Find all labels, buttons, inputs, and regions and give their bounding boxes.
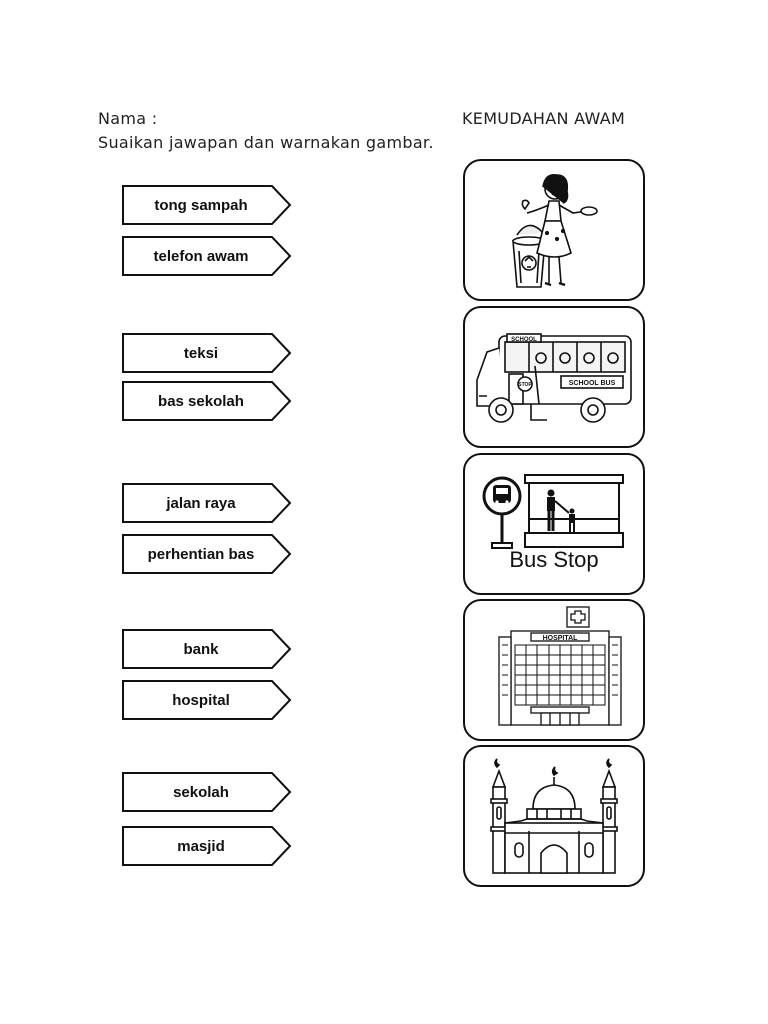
stop-sign-text: STOP — [518, 382, 532, 388]
picture-card-2 — [463, 306, 645, 448]
bus-stop-text: Bus Stop — [509, 547, 599, 572]
hospital-sign-text: HOSPITAL — [542, 635, 578, 642]
woman-trash-bin-icon — [465, 161, 643, 299]
answer-tag-label: tong sampah — [154, 196, 248, 214]
bus-front-text: SCHOOL — [511, 337, 537, 343]
answer-tag-label: jalan raya — [166, 494, 236, 512]
answer-tag-label: telefon awam — [153, 247, 249, 265]
answer-tag[interactable] — [122, 680, 294, 720]
picture-card-5 — [463, 745, 645, 887]
answer-tag-label: bank — [183, 640, 219, 658]
answer-tag-label: perhentian bas — [147, 545, 255, 563]
answer-tag-label: sekolah — [173, 783, 229, 801]
answer-tag[interactable] — [122, 483, 294, 523]
answer-tag[interactable] — [122, 236, 294, 276]
bus-side-text: SCHOOL BUS — [568, 380, 616, 387]
answer-tag[interactable] — [122, 772, 294, 812]
answer-tag[interactable] — [122, 629, 294, 669]
mosque-icon — [465, 747, 643, 885]
answer-tag-label: hospital — [172, 691, 230, 709]
answer-tag[interactable] — [122, 826, 294, 866]
school-bus-icon — [465, 308, 643, 446]
answer-tag-label: masjid — [177, 837, 225, 855]
hospital-building-icon — [465, 601, 643, 739]
picture-card-3 — [463, 453, 645, 595]
picture-card-1 — [463, 159, 645, 301]
instruction-text: Suaikan jawapan dan warnakan gambar. — [98, 133, 434, 152]
name-label: Nama : — [98, 109, 158, 128]
picture-card-4 — [463, 599, 645, 741]
answer-tag[interactable] — [122, 333, 294, 373]
answer-tag-label: teksi — [183, 344, 219, 362]
answer-tag[interactable] — [122, 534, 294, 574]
answer-tag[interactable] — [122, 381, 294, 421]
worksheet-title: KEMUDAHAN AWAM — [462, 109, 626, 128]
answer-tag-label: bas sekolah — [158, 392, 244, 410]
answer-tag[interactable] — [122, 185, 294, 225]
